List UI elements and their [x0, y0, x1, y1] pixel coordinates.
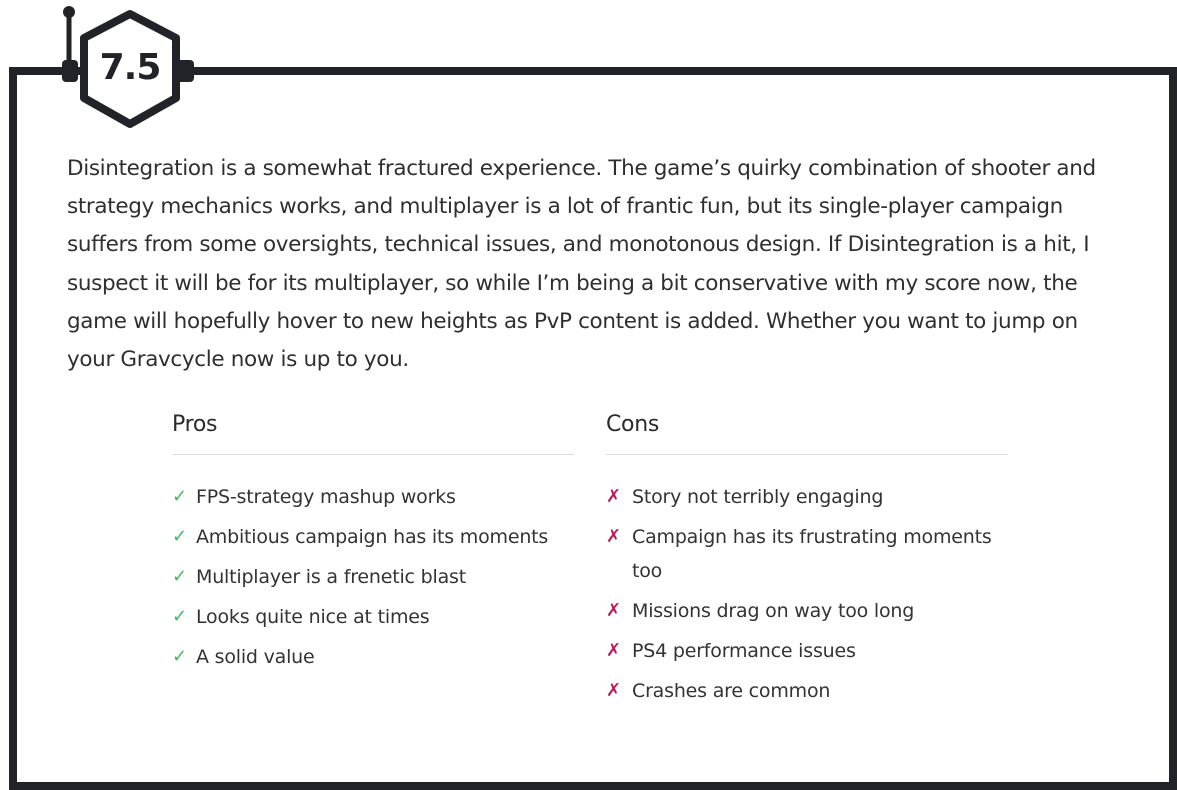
check-icon: ✓ — [172, 646, 187, 667]
pros-heading: Pros — [172, 404, 574, 455]
cons-column — [606, 404, 1008, 714]
pros-item-text: A solid value — [196, 646, 315, 668]
cross-icon: ✗ — [606, 680, 621, 701]
pros-list-item — [172, 600, 574, 634]
check-icon: ✓ — [172, 526, 187, 547]
cons-item-text: Story not terribly engaging — [632, 486, 884, 508]
cons-list-item — [606, 480, 1002, 514]
pros-list-item — [172, 480, 574, 514]
cons-item-text: Missions drag on way too long — [632, 600, 915, 622]
score-value: 7.5 — [99, 47, 161, 88]
pros-list-item — [172, 560, 574, 594]
cons-item-text: Crashes are common — [632, 680, 831, 702]
cross-icon: ✗ — [606, 486, 621, 507]
cons-item-text: Campaign has its frustrating moments too — [632, 526, 992, 582]
check-icon: ✓ — [172, 566, 187, 587]
pros-item-text: FPS-strategy mashup works — [196, 486, 456, 508]
pros-list — [172, 480, 574, 674]
pros-item-text: Looks quite nice at times — [196, 606, 430, 628]
cons-list-item — [606, 674, 1002, 708]
score-badge — [56, 0, 204, 132]
cons-heading: Cons — [606, 404, 1008, 455]
cons-list-item — [606, 634, 1002, 668]
review-verdict-text: Disintegration is a somewhat fractured experience. The game’s quirky combination of shooter and strategy mechanics works, and multiplayer is a lot of frantic fun, but its single-player campaign suffers from some oversights, technical issues, and monotonous design. If Disintegration is a hit, I suspect it will be for its multiplayer, so while I’m being a bit conservative with my score now, the game will hopefully hover to new heights as PvP content is added. Whether you want to jump on your Gravcycle now is up to you. — [67, 156, 1096, 373]
cons-list-item — [606, 594, 1002, 628]
check-icon: ✓ — [172, 606, 187, 627]
pros-list-item — [172, 520, 574, 554]
pros-item-text: Multiplayer is a frenetic blast — [196, 566, 466, 588]
pros-column — [172, 404, 574, 680]
cons-item-text: PS4 performance issues — [632, 640, 856, 662]
pros-item-text: Ambitious campaign has its moments — [196, 526, 549, 548]
cross-icon: ✗ — [606, 640, 621, 661]
cons-list — [606, 480, 1008, 708]
check-icon: ✓ — [172, 486, 187, 507]
cross-icon: ✗ — [606, 526, 621, 547]
cons-list-item — [606, 520, 1002, 588]
cross-icon: ✗ — [606, 600, 621, 621]
pros-list-item — [172, 640, 574, 674]
